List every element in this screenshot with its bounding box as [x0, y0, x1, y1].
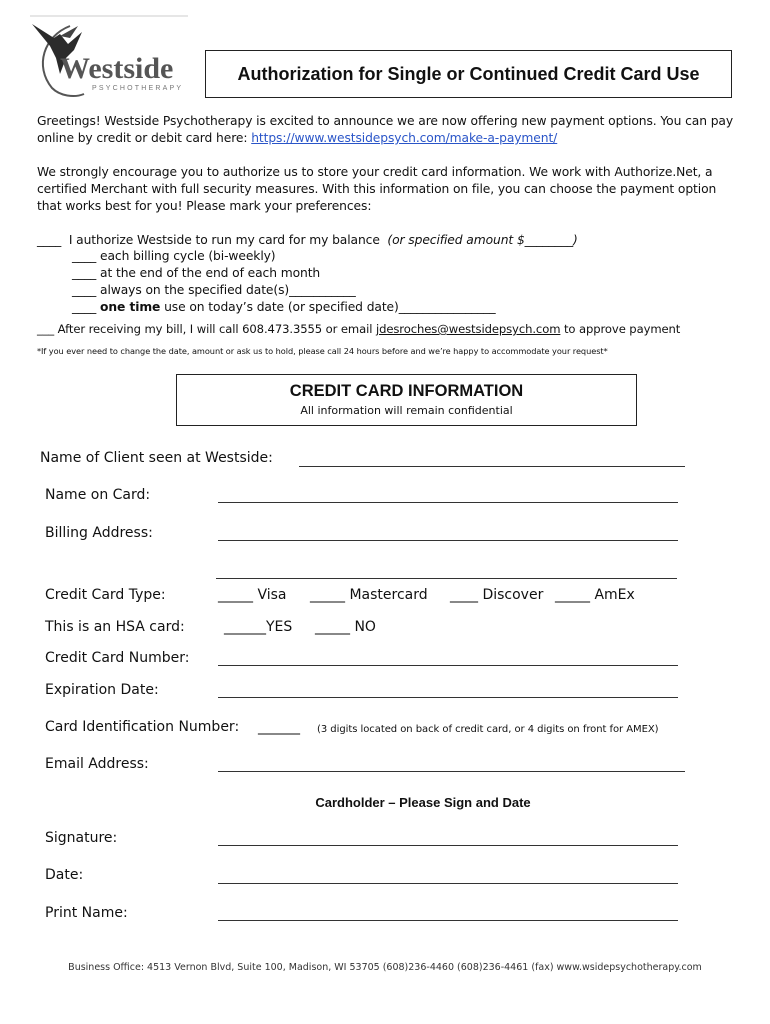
option-call-after-bill[interactable] — [37, 321, 680, 338]
blank-line: ____ — [72, 249, 97, 263]
choice-label: NO — [350, 619, 376, 635]
encourage-paragraph: We strongly encourage you to authorize us to store your credit card information. We work with Authorize.Net, a certified Merchant with full security measures. With this information on file, you can choose the payment option that works best for you! Please mark your preferences: — [37, 165, 717, 213]
cc-subtitle: All information will remain confidential — [300, 404, 513, 417]
choice-label: Mastercard — [345, 587, 428, 603]
blank-line: _____ — [555, 587, 590, 603]
card-type-discover[interactable] — [450, 587, 543, 603]
blank-line: ____ — [72, 266, 97, 280]
billing-address-label: Billing Address: — [45, 525, 153, 541]
intro-paragraph — [37, 113, 737, 147]
option-specified-dates[interactable] — [72, 282, 356, 299]
intro-text: Greetings! Westside Psychotherapy is excited to announce we are now offering new payment options. You can pay online by credit or debit card here: — [37, 114, 734, 145]
westside-logo — [30, 14, 190, 100]
card-number-label: Credit Card Number: — [45, 650, 190, 666]
contact-email[interactable]: jdesroches@westsidepsych.com — [375, 322, 561, 336]
billing-address-field-line2[interactable] — [216, 578, 677, 579]
option-each-billing-cycle[interactable] — [72, 248, 276, 265]
card-type-label: Credit Card Type: — [45, 587, 166, 603]
cin-note: (3 digits located on back of credit card, or 4 digits on front for AMEX) — [317, 724, 659, 735]
svg-text:PSYCHOTHERAPY: PSYCHOTHERAPY — [92, 85, 184, 92]
print-name-field[interactable] — [218, 920, 678, 921]
credit-card-info-header — [176, 374, 637, 426]
choice-label: Discover — [478, 587, 544, 603]
name-on-card-label: Name on Card: — [45, 487, 151, 503]
client-name-field[interactable] — [299, 466, 685, 467]
footer-address: Business Office: 4513 Vernon Blvd, Suite 100, Madison, WI 53705 (608)236-4460 (608)236-4461 (fax) www.wsidepsychotherapy.com — [68, 962, 702, 973]
option-label: always on the specified date(s)___________ — [100, 283, 356, 297]
option-label: ___ After receiving my bill, I will call 608.473.3555 or email — [37, 322, 376, 336]
date-label: Date: — [45, 867, 84, 883]
option-label: each billing cycle (bi-weekly) — [100, 249, 276, 263]
card-type-mastercard[interactable] — [310, 587, 428, 603]
card-type-amex[interactable] — [555, 587, 635, 603]
email-label: Email Address: — [45, 756, 149, 772]
print-name-label: Print Name: — [45, 905, 128, 921]
blank-line: ____ — [72, 283, 97, 297]
payment-link[interactable]: https://www.westsidepsych.com/make-a-payment/ — [251, 131, 558, 145]
svg-text:Westside: Westside — [60, 52, 174, 85]
card-type-visa[interactable] — [218, 587, 286, 603]
choice-label: YES — [266, 619, 293, 635]
email-field[interactable] — [218, 771, 685, 772]
one-time-bold: one time — [100, 300, 161, 314]
name-on-card-field[interactable] — [218, 502, 678, 503]
option-one-time[interactable] — [72, 299, 496, 316]
cin-field[interactable]: ______ — [258, 719, 300, 735]
hummingbird-logo-icon — [30, 14, 190, 100]
authorize-balance-option[interactable] — [37, 232, 578, 249]
hsa-label: This is an HSA card: — [45, 619, 185, 635]
choice-label: Visa — [253, 587, 287, 603]
blank-line: ______ — [224, 619, 266, 635]
option-label: at the end of the end of each month — [100, 266, 321, 280]
form-title: Authorization for Single or Continued Credit Card Use — [237, 63, 700, 84]
specified-amount: (or specified amount $________) — [387, 233, 578, 247]
cc-title: CREDIT CARD INFORMATION — [289, 382, 524, 400]
expiration-label: Expiration Date: — [45, 682, 159, 698]
option-label: to approve payment — [560, 322, 681, 336]
cin-label: Card Identification Number: — [45, 719, 240, 735]
blank-line: _____ — [315, 619, 350, 635]
signature-field[interactable] — [218, 845, 678, 846]
signature-heading: Cardholder – Please Sign and Date — [315, 795, 531, 810]
expiration-field[interactable] — [218, 697, 678, 698]
change-note: *If you ever need to change the date, amount or ask us to hold, please call 24 hours before and we’re happy to accommodate your request* — [37, 346, 608, 356]
choice-label: AmEx — [590, 587, 635, 603]
billing-address-field[interactable] — [218, 540, 678, 541]
hsa-no[interactable] — [315, 619, 376, 635]
option-label: I authorize Westside to run my card for my balance — [68, 233, 380, 247]
blank-line: _____ — [310, 587, 345, 603]
blank-line: ____ — [72, 300, 97, 314]
form-title-box — [205, 50, 732, 98]
option-label: use on today’s date (or specified date)________________ — [160, 300, 496, 314]
blank-line: _____ — [218, 587, 253, 603]
option-end-of-month[interactable] — [72, 265, 320, 282]
signature-label: Signature: — [45, 830, 118, 846]
card-number-field[interactable] — [218, 665, 678, 666]
hsa-yes[interactable] — [224, 619, 292, 635]
date-field[interactable] — [218, 883, 678, 884]
client-name-label: Name of Client seen at Westside: — [40, 450, 273, 466]
blank-line: ____ — [450, 587, 478, 603]
blank-line: ____ — [37, 233, 62, 247]
